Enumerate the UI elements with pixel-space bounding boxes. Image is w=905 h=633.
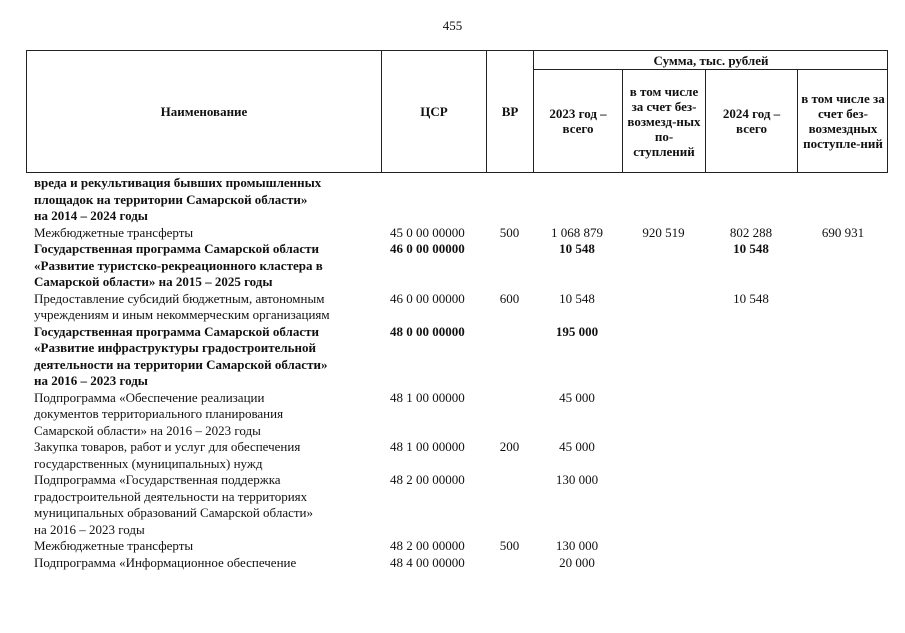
row-name: [34, 390, 384, 440]
row-csr: 48 2 00 00000: [390, 472, 465, 487]
row-csr: 46 0 00 00000: [390, 290, 465, 306]
row-2023-total: 195 000: [555, 323, 599, 339]
row-2024-total: 10 548: [733, 290, 769, 306]
row-2023-total: 45 000: [559, 389, 595, 405]
col-header-2024: 2024 год – всего: [722, 106, 781, 136]
row-vr: 500: [499, 538, 520, 553]
table-row: [0, 439, 905, 472]
row-2023-total: 10 548: [559, 290, 595, 306]
row-name-line: вреда и рекультивация бывших промышленных: [34, 175, 322, 190]
row-csr: 48 1 00 00000: [390, 439, 465, 454]
col-header-name: Наименование: [160, 104, 248, 119]
table-row: [0, 241, 905, 291]
row-name: [34, 291, 384, 324]
row-csr: 48 0 00 00000: [390, 323, 465, 339]
row-name: [34, 472, 384, 538]
row-name-line: учреждениям и иным некоммерческим организациям: [34, 307, 330, 322]
row-2023-incl: 920 519: [642, 224, 685, 240]
row-name-line: документов территориального планирования: [34, 406, 284, 421]
row-2023-total: 130 000: [555, 472, 599, 487]
row-name-line: государственных (муниципальных) нужд: [34, 455, 263, 471]
row-name: [34, 241, 384, 291]
row-name-line: Подпрограмма «Информационное обеспечение: [34, 554, 297, 570]
row-name-line: Подпрограмма «Обеспечение реализации: [34, 389, 265, 405]
row-2024-total: 802 288: [729, 224, 773, 240]
row-csr: 48 1 00 00000: [390, 389, 465, 405]
row-name-line: Государственная программа Самарской области: [34, 241, 319, 256]
page-number: 455: [442, 18, 463, 33]
row-name: [34, 555, 384, 572]
row-name-line: Межбюджетные трансферты: [34, 538, 194, 553]
row-name: [34, 538, 384, 555]
row-name-line: Самарской области» на 2015 – 2025 годы: [34, 274, 273, 289]
col-header-2024-incl: в том числе за счет без-возмездных поступле-ний: [801, 91, 885, 151]
col-header-sum: Сумма, тыс. рублей: [653, 52, 769, 68]
table-row: [0, 555, 905, 572]
row-name-line: «Развитие инфраструктуры градостроительной: [34, 340, 317, 355]
row-name-line: на 2016 – 2023 годы: [34, 373, 148, 388]
table-row: [0, 390, 905, 440]
row-csr: 48 2 00 00000: [390, 538, 465, 553]
row-name: [34, 439, 384, 472]
row-name: [34, 175, 384, 225]
row-name: [34, 324, 384, 390]
row-name-line: муниципальных образований Самарской области»: [34, 505, 313, 520]
row-2024-total: 10 548: [733, 241, 769, 256]
row-2023-total: 10 548: [559, 241, 595, 256]
row-name-line: Закупка товаров, работ и услуг для обеспечения: [34, 439, 301, 454]
row-name-line: градостроительной деятельности на территориях: [34, 488, 308, 504]
row-name-line: Государственная программа Самарской области: [34, 323, 319, 339]
row-name: [34, 225, 384, 242]
table-row: [0, 291, 905, 324]
row-name-line: Самарской области» на 2016 – 2023 годы: [34, 422, 261, 438]
row-vr: 500: [499, 224, 520, 240]
row-csr: 48 4 00 00000: [390, 554, 465, 570]
row-name-line: Предоставление субсидий бюджетным, автономным: [34, 290, 325, 306]
row-2024-incl: 690 931: [821, 224, 865, 240]
table-row: [0, 175, 905, 225]
row-csr: 46 0 00 00000: [390, 241, 465, 256]
col-header-2023-incl: в том числе за счет без-возмезд-ных по-ступлений: [627, 83, 701, 159]
row-name-line: Межбюджетные трансферты: [34, 224, 194, 240]
row-name-line: деятельности на территории Самарской области»: [34, 356, 328, 372]
col-header-csr: ЦСР: [420, 104, 448, 119]
table-row: [0, 472, 905, 538]
row-csr: 45 0 00 00000: [390, 224, 465, 240]
table-row: [0, 324, 905, 390]
table-row: [0, 538, 905, 555]
row-2023-total: 45 000: [559, 439, 595, 454]
row-2023-total: 130 000: [555, 538, 599, 553]
table-row: [0, 225, 905, 242]
col-header-vr: ВР: [501, 104, 519, 119]
row-name-line: на 2014 – 2024 годы: [34, 208, 148, 223]
col-header-2023: 2023 год – всего: [549, 106, 607, 136]
table-header: [26, 50, 888, 173]
row-2023-total: 20 000: [559, 554, 595, 570]
row-vr: 200: [499, 439, 520, 454]
row-name-line: Подпрограмма «Государственная поддержка: [34, 472, 281, 487]
row-name-line: «Развитие туристско-рекреационного кластера в: [34, 257, 323, 273]
row-vr: 600: [499, 290, 520, 306]
row-name-line: площадок на территории Самарской области»: [34, 191, 308, 207]
row-2023-total: 1 068 879: [551, 224, 603, 240]
row-name-line: на 2016 – 2023 годы: [34, 521, 145, 537]
